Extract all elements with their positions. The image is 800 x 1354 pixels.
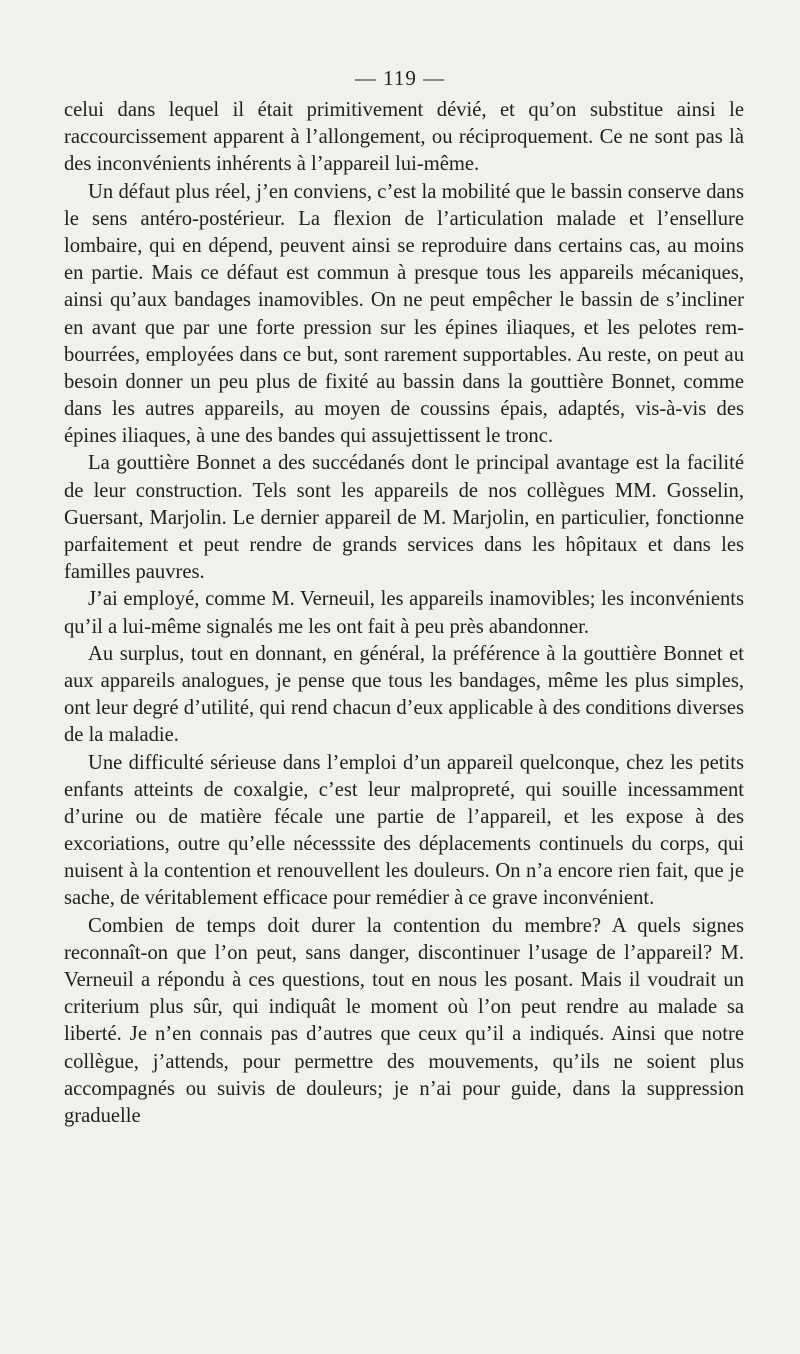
page-number: — 119 — [354,66,446,90]
paragraph-au-surplus: Au surplus, tout en donnant, en général, la préférence à la gouttière Bonnet et aux appareils analogues, je pense que tous les bandages, même les plus simples, ont leur degré d’utilité, qui rend chacun d’eux applicable à des conditions diverses de la maladie. [64,642,744,747]
paragraph-succedanes: La gouttière Bonnet a des succédanés dont le principal avantage est la facilité de leur construction. Tels sont les appareils de nos collègues MM. Gosselin, Guersant, Marjolin. Le dernier appareil de M. Marjolin, en particulier, fonctionne parfaitement et peut rendre de grands services dans les hôpitaux et dans les familles pauvres. [64,452,744,584]
paragraph-contention-duree: Combien de temps doit durer la contention du membre? A quels signes reconnaît-on que l’on peut, sans danger, discontinuer l’usage de l’appareil? M. Verneuil a répondu à ces questions, tout en nous les posant. Mais il voudrait un criterium plus sûr, qui indiquât le moment où l’on peut rendre au malade sa liberté. Je n’en connais pas d’autres que ceux qu’il a indiqués. Ainsi que notre collègue, j’attends, pour permettre des mouvements, qu’ils ne soient plus accompagnés ou suivis de douleurs; je n’ai pour guide, dans la suppression graduelle [64,914,744,1127]
paragraph-difficulte: Une difficulté sérieuse dans l’emploi d’un appareil quelconque, chez les petits enfants atteints de coxalgie, c’est leur malpropreté, qui souille incessamment d’urine ou de matière fécale une partie de l’appareil, et les expose à des excoriations, outre qu’elle nécesssite des déplacements continuels du corps, qui nuisent à la contention et renouvellent les douleurs. On n’a encore rien fait, que je sache, de véritablement efficace pour remédier à ce grave inconvénient. [64,751,744,910]
paragraph-appareils-inamovibles: J’ai employé, comme M. Verneuil, les appareils inamovibles; les inconvénients qu’il a lui-même signalés me les ont fait à peu près abandonner. [64,588,744,638]
body-text [64,97,744,1130]
paragraph-mobilite-bassin: Un défaut plus réel, j’en conviens, c’est la mobilité que le bassin conserve dans le sens antéro-postérieur. La flexion de l’articulation malade et l’ensellure lombaire, qui en dépend, peuvent ainsi se reproduire dans certains cas, au moins en partie. Mais ce défaut est commun à presque tous les appareils mécaniques, ainsi qu’aux bandages inamovibles. On ne peut empêcher le bassin de s’incliner en avant que par une forte pression sur les épines iliaques, et les pelotes rembourrées, employées dans ce but, sont rarement supportables. Au reste, on peut au besoin donner un peu plus de fixité au bassin dans la gouttière Bonnet, comme dans les autres appareils, au moyen de coussins épais, adaptés, vis-à-vis des épines iliaques, à une des bandes qui assujettissent le tronc. [64,180,744,448]
paragraph-continuation: celui dans lequel il était primitivement dévié, et qu’on substitue ainsi le raccourcissement apparent à l’allongement, ou réciproquement. Ce ne sont pas là des inconvénients inhérents à l’appareil lui-même. [64,99,744,176]
